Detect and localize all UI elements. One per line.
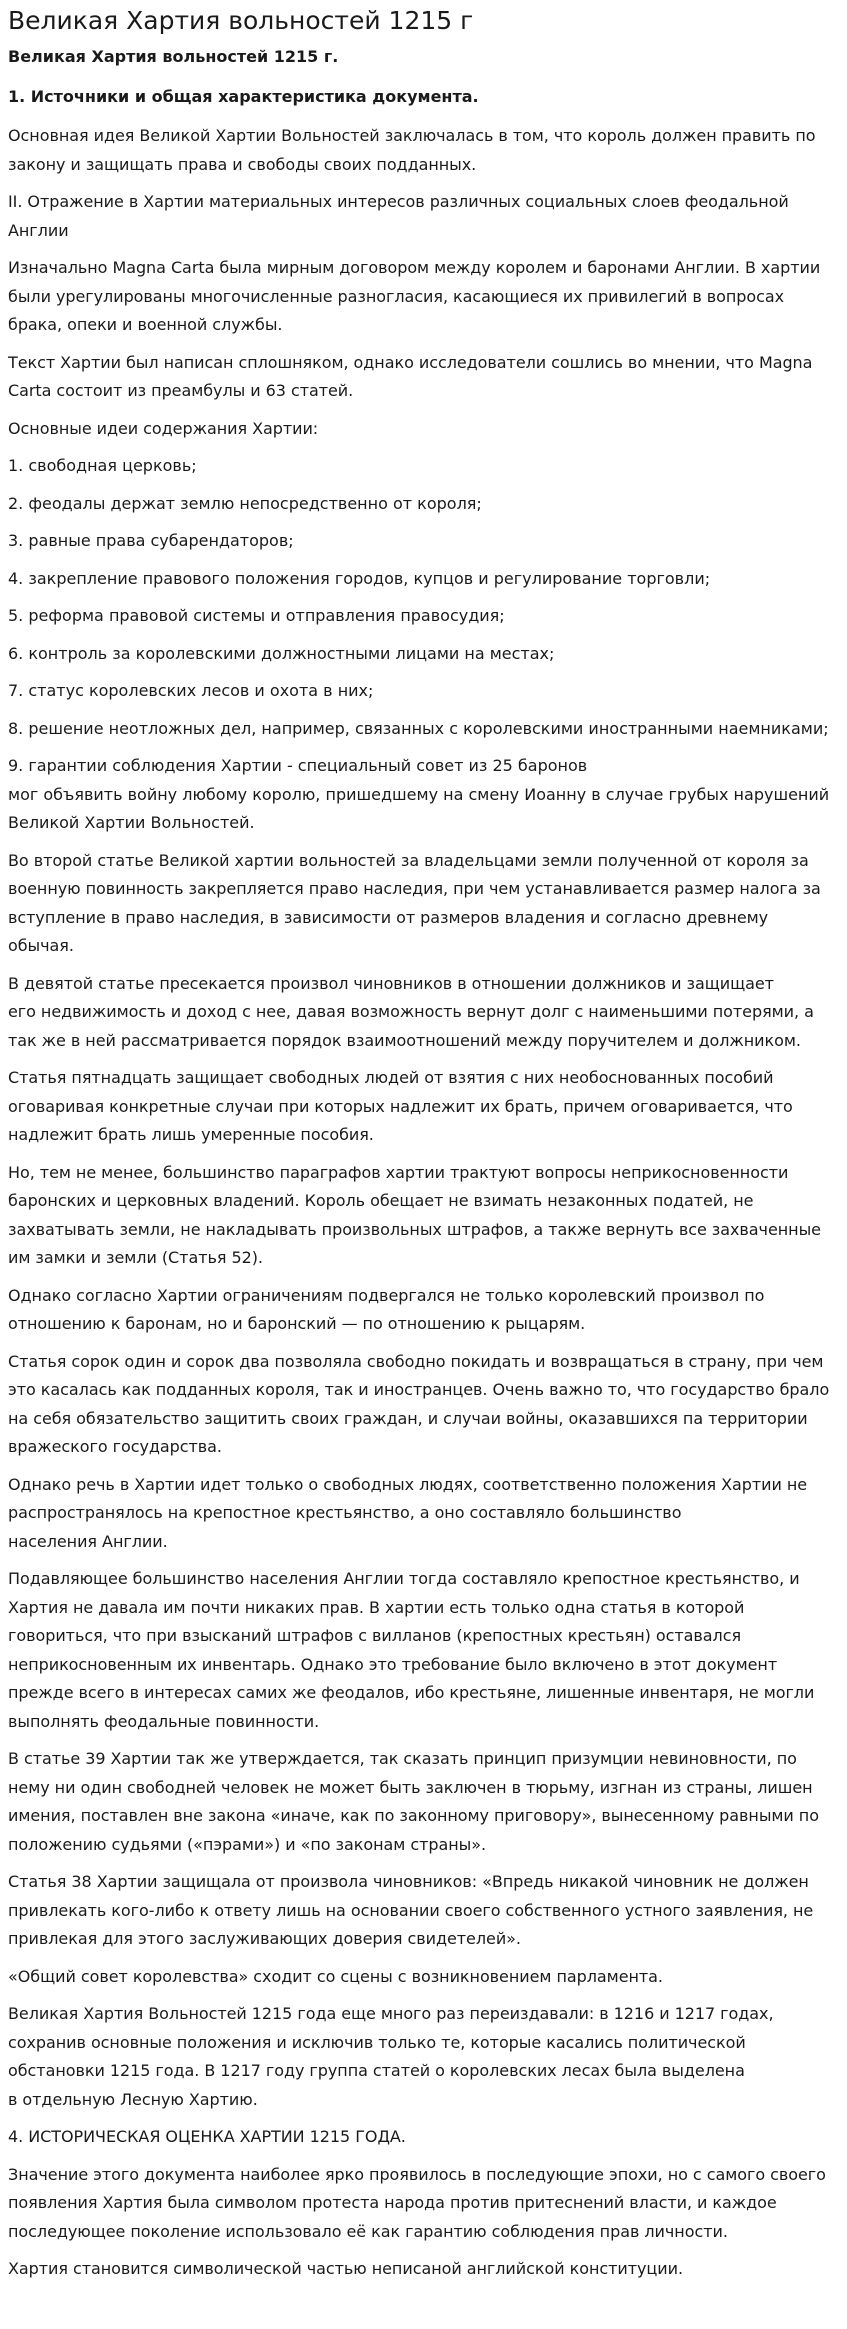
list-item: 9. гарантии соблюдения Хартии - специальный совет из 25 баронов мог объявить войну любому королю, пришедшему на смену Иоанну в случае грубых нарушений Великой Хартии Вольностей.	[8, 756, 830, 832]
list-item: 3. равные права субарендаторов;	[8, 531, 294, 550]
paragraph-common-council: «Общий совет королевства» сходит со сцены с возникновением парламента.	[8, 1966, 663, 1986]
paragraph-significance: Значение этого документа наиболее ярко проявилось в последующие эпохи, но с самого своего появления Хартия была символом протеста народа против притеснений власти, и каждое последующее поколение использовало её как гарантию соблюдения прав личности.	[8, 2164, 826, 2241]
paragraph-serfs: Подавляющее большинство населения Англии тогда составляло крепостное крестьянство, и Хартия не давала им почти никаких прав. В хартии есть только одна статья в которой говориться, что при взысканий штрафов с вилланов (крепостных крестьян) оставался неприкосновенным их инвентарь. Однако это требование было включено в этот документ прежде всего в интересах самих же феодалов, ибо крестьяне, лишенные инвентаря, не могли выполнять феодальные повинности.	[8, 1569, 815, 1731]
list-item: 1. свободная церковь;	[8, 456, 197, 475]
document-subtitle: Великая Хартия вольностей 1215 г.	[8, 47, 339, 66]
paragraph-article-9: В девятой статье пресекается произвол чиновников в отношении должников и защищает его недвижимость и доход с нее, давая возможность вернут долг с наименьшими потерями, а так же в ней рассматривается порядок взаимоотношений между поручителем и должником.	[8, 973, 814, 1050]
paragraph-group-articles	[8, 847, 839, 2284]
paragraph-section-2-heading: II. Отражение в Хартии материальных интересов различных социальных слоев феодальной Англии	[8, 192, 789, 240]
paragraph-article-39: В статье 39 Хартии так же утверждается, так сказать принцип призумции невиновности, по нему ни один свободней человек не может быть заключен в тюрьму, изгнан из страны, лишен имения, поставлен вне закона «иначе, как по законному приговору», вынесенному равными по положению судьями («пэрами») и «по законам страны».	[8, 1749, 819, 1854]
list-item: 8. решение неотложных дел, например, связанных с королевскими иностранными наемниками;	[8, 718, 829, 738]
paragraph-articles-41-42: Статья сорок один и сорок два позволяла свободно покидать и возвращаться в страну, при чем это касалась как подданных короля, так и иностранцев. Очень важно то, что государство брало на себя обязательство защитить своих граждан, и случаи войны, оказавшихся па территории вражеского государства.	[8, 1351, 830, 1456]
paragraph-baronial-limits: Однако согласно Хартии ограничениям подвергался не только королевский произвол по отношению к баронам, но и баронский — по отношению к рыцарям.	[8, 1285, 765, 1333]
main-ideas-list	[8, 452, 839, 838]
paragraph-magna-carta-origin: Изначально Magna Carta была мирным договором между королем и баронами Англии. В хартии были урегулированы многочисленные разногласия, касающиеся их привилегий в вопросах брака, опеки и военной службы.	[8, 258, 821, 334]
paragraph-main-ideas-intro: Основные идеи содержания Хартии:	[8, 418, 319, 438]
list-item: 6. контроль за королевскими должностными лицами на местах;	[8, 643, 555, 663]
paragraph-reissues: Великая Хартия Вольностей 1215 года еще много раз переиздавали: в 1216 и 1217 годах, сохранив основные положения и исключив только те, которые касались политической обстановки 1215 года. В 1217 году группа статей о королевских лесах была выделена в отдельную Лесную Хартию.	[8, 2004, 774, 2109]
paragraph-constitution: Хартия становится символической частью неписаной английской конституции.	[8, 2259, 684, 2278]
paragraph-article-2: Во второй статье Великой хартии вольностей за владельцами земли полученной от короля за военную повинность закрепляется право наследия, при чем устанавливается размер налога за вступление в право наследия, в зависимости от размеров владения и согласно древнему обычая.	[8, 850, 821, 955]
paragraph-structure: Текст Хартии был написан сплошняком, однако исследователи сошлись во мнении, что Magna Carta состоит из преамбулы и 63 статей.	[8, 352, 813, 400]
paragraph-free-people: Однако речь в Хартии идет только о свободных людях, соответственно положения Хартии не распространялось на крепостное крестьянство, а оно составляло большинство населения Англии.	[8, 1474, 808, 1551]
page-title: Великая Хартия вольностей 1215 г	[8, 6, 474, 35]
paragraph-baronial-property: Но, тем не менее, большинство параграфов хартии трактуют вопросы неприкосновенности баронских и церковных владений. Король обещает не взимать незаконных податей, не захватывать земли, не накладывать произвольных штрафов, а также вернуть все захваченные им замки и земли (Статья 52).	[8, 1162, 821, 1267]
list-item: 5. реформа правовой системы и отправления правосудия;	[8, 606, 505, 625]
list-item: 4. закрепление правового положения городов, купцов и регулирование торговли;	[8, 568, 711, 588]
list-item: 7. статус королевских лесов и охота в них;	[8, 681, 374, 700]
paragraph-group-intro	[8, 122, 839, 443]
section-heading-sources: 1. Источники и общая характеристика документа.	[8, 87, 479, 106]
paragraph-article-15: Статья пятнадцать защищает свободных людей от взятия с них необоснованных пособий оговаривая конкретные случаи при которых надлежит их брать, причем оговаривается, что надлежит брать лишь умеренные пособия.	[8, 1068, 793, 1144]
paragraph-article-38: Статья 38 Хартии защищала от произвола чиновников: «Впредь никакой чиновник не должен привлекать кого-либо к ответу лишь на основании своего собственного устного заявления, не привлекая для этого заслуживающих доверия свидетелей».	[8, 1872, 814, 1948]
list-item: 2. феодалы держат землю непосредственно от короля;	[8, 493, 482, 513]
paragraph-section-4-heading: 4. ИСТОРИЧЕСКАЯ ОЦЕНКА ХАРТИИ 1215 ГОДА.	[8, 2127, 406, 2146]
paragraph-main-idea: Основная идея Великой Хартии Вольностей заключалась в том, что король должен править по закону и защищать права и свободы своих подданных.	[8, 126, 816, 174]
